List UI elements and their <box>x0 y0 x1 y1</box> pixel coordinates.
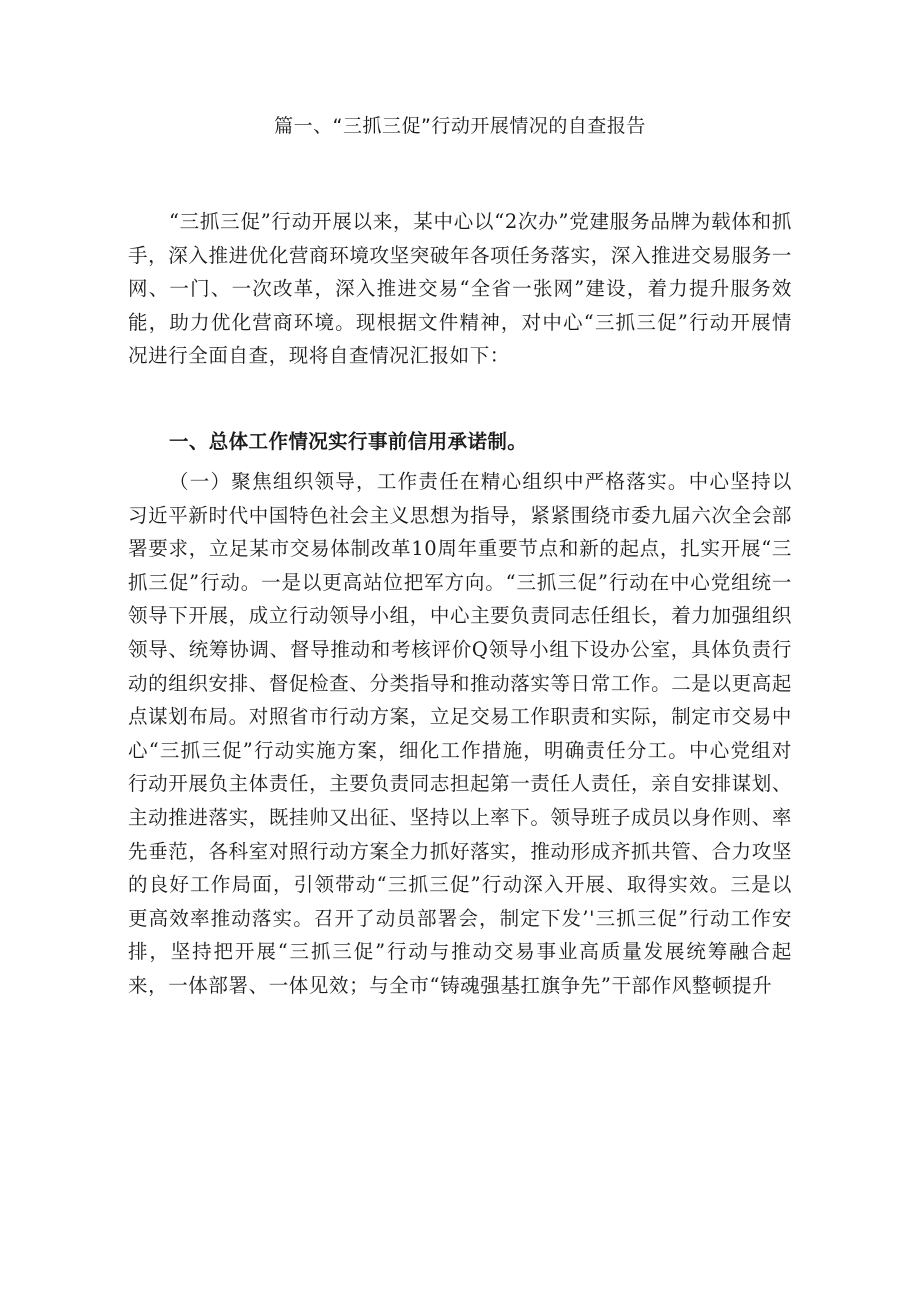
section-heading: 一、总体工作情况实行事前信用承诺制。 <box>168 430 528 453</box>
document-title: 篇一、“三抓三促”行动开展情况的自查报告 <box>274 115 646 137</box>
body-paragraph: （一）聚焦组织领导，工作责任在精心组织中严格落实。中心坚持以习近平新时代中国特色社会主义思想为指导，紧紧围绕市委九届六次全会部署要求，立足某市交易体制改革10周年重要节点和新的起点，扎实开展“三抓三促”行动。一是以更高站位把军方向。“三抓三促”行动在中心党组统一领导下开展，成立行动领导小组，中心主要负责同志任组长，着力加强组织领导、统筹协调、督导推动和考核评价Q领导小组下设办公室，具体负责行动的组织安排、督促检查、分类指导和推动落实等日常工作。二是以更高起点谋划布局。对照省市行动方案，立足交易工作职责和实际，制定市交易中心“三抓三促”行动实施方案，细化工作措施，明确责任分工。中心党组对行动开展负主体责任，主要负责同志担起第一责任人责任，亲自安排谋划、主动推进落实，既挂帅又出征、坚持以上率下。领导班子成员以身作则、率先垂范，各科室对照行动方案全力抓好落实，推动形成齐抓共管、合力攻坚的良好工作局面，引领带动“三抓三促”行动深入开展、取得实效。三是以更高效率推动落实。召开了动员部署会，制定下发’'三抓三促”行动工作安排，坚持把开展“三抓三促”行动与推动交易事业高质量发展统筹融合起来，一体部署、一体见效；与全市“铸魂强基扛旗争先”干部作风整顿提升 <box>128 470 792 997</box>
intro-paragraph: “三抓三促”行动开展以来，某中心以“2次办”党建服务品牌为载体和抓手，深入推进优化营商环境攻坚突破年各项任务落实，深入推进交易服务一网、一门、一次改革，深入推进交易“全省一张网”建设，着力提升服务效能，助力优化营商环境。现根据文件精神，对中心“三抓三促”行动开展情况进行全面自查，现将自查情况汇报如下： <box>128 210 792 368</box>
